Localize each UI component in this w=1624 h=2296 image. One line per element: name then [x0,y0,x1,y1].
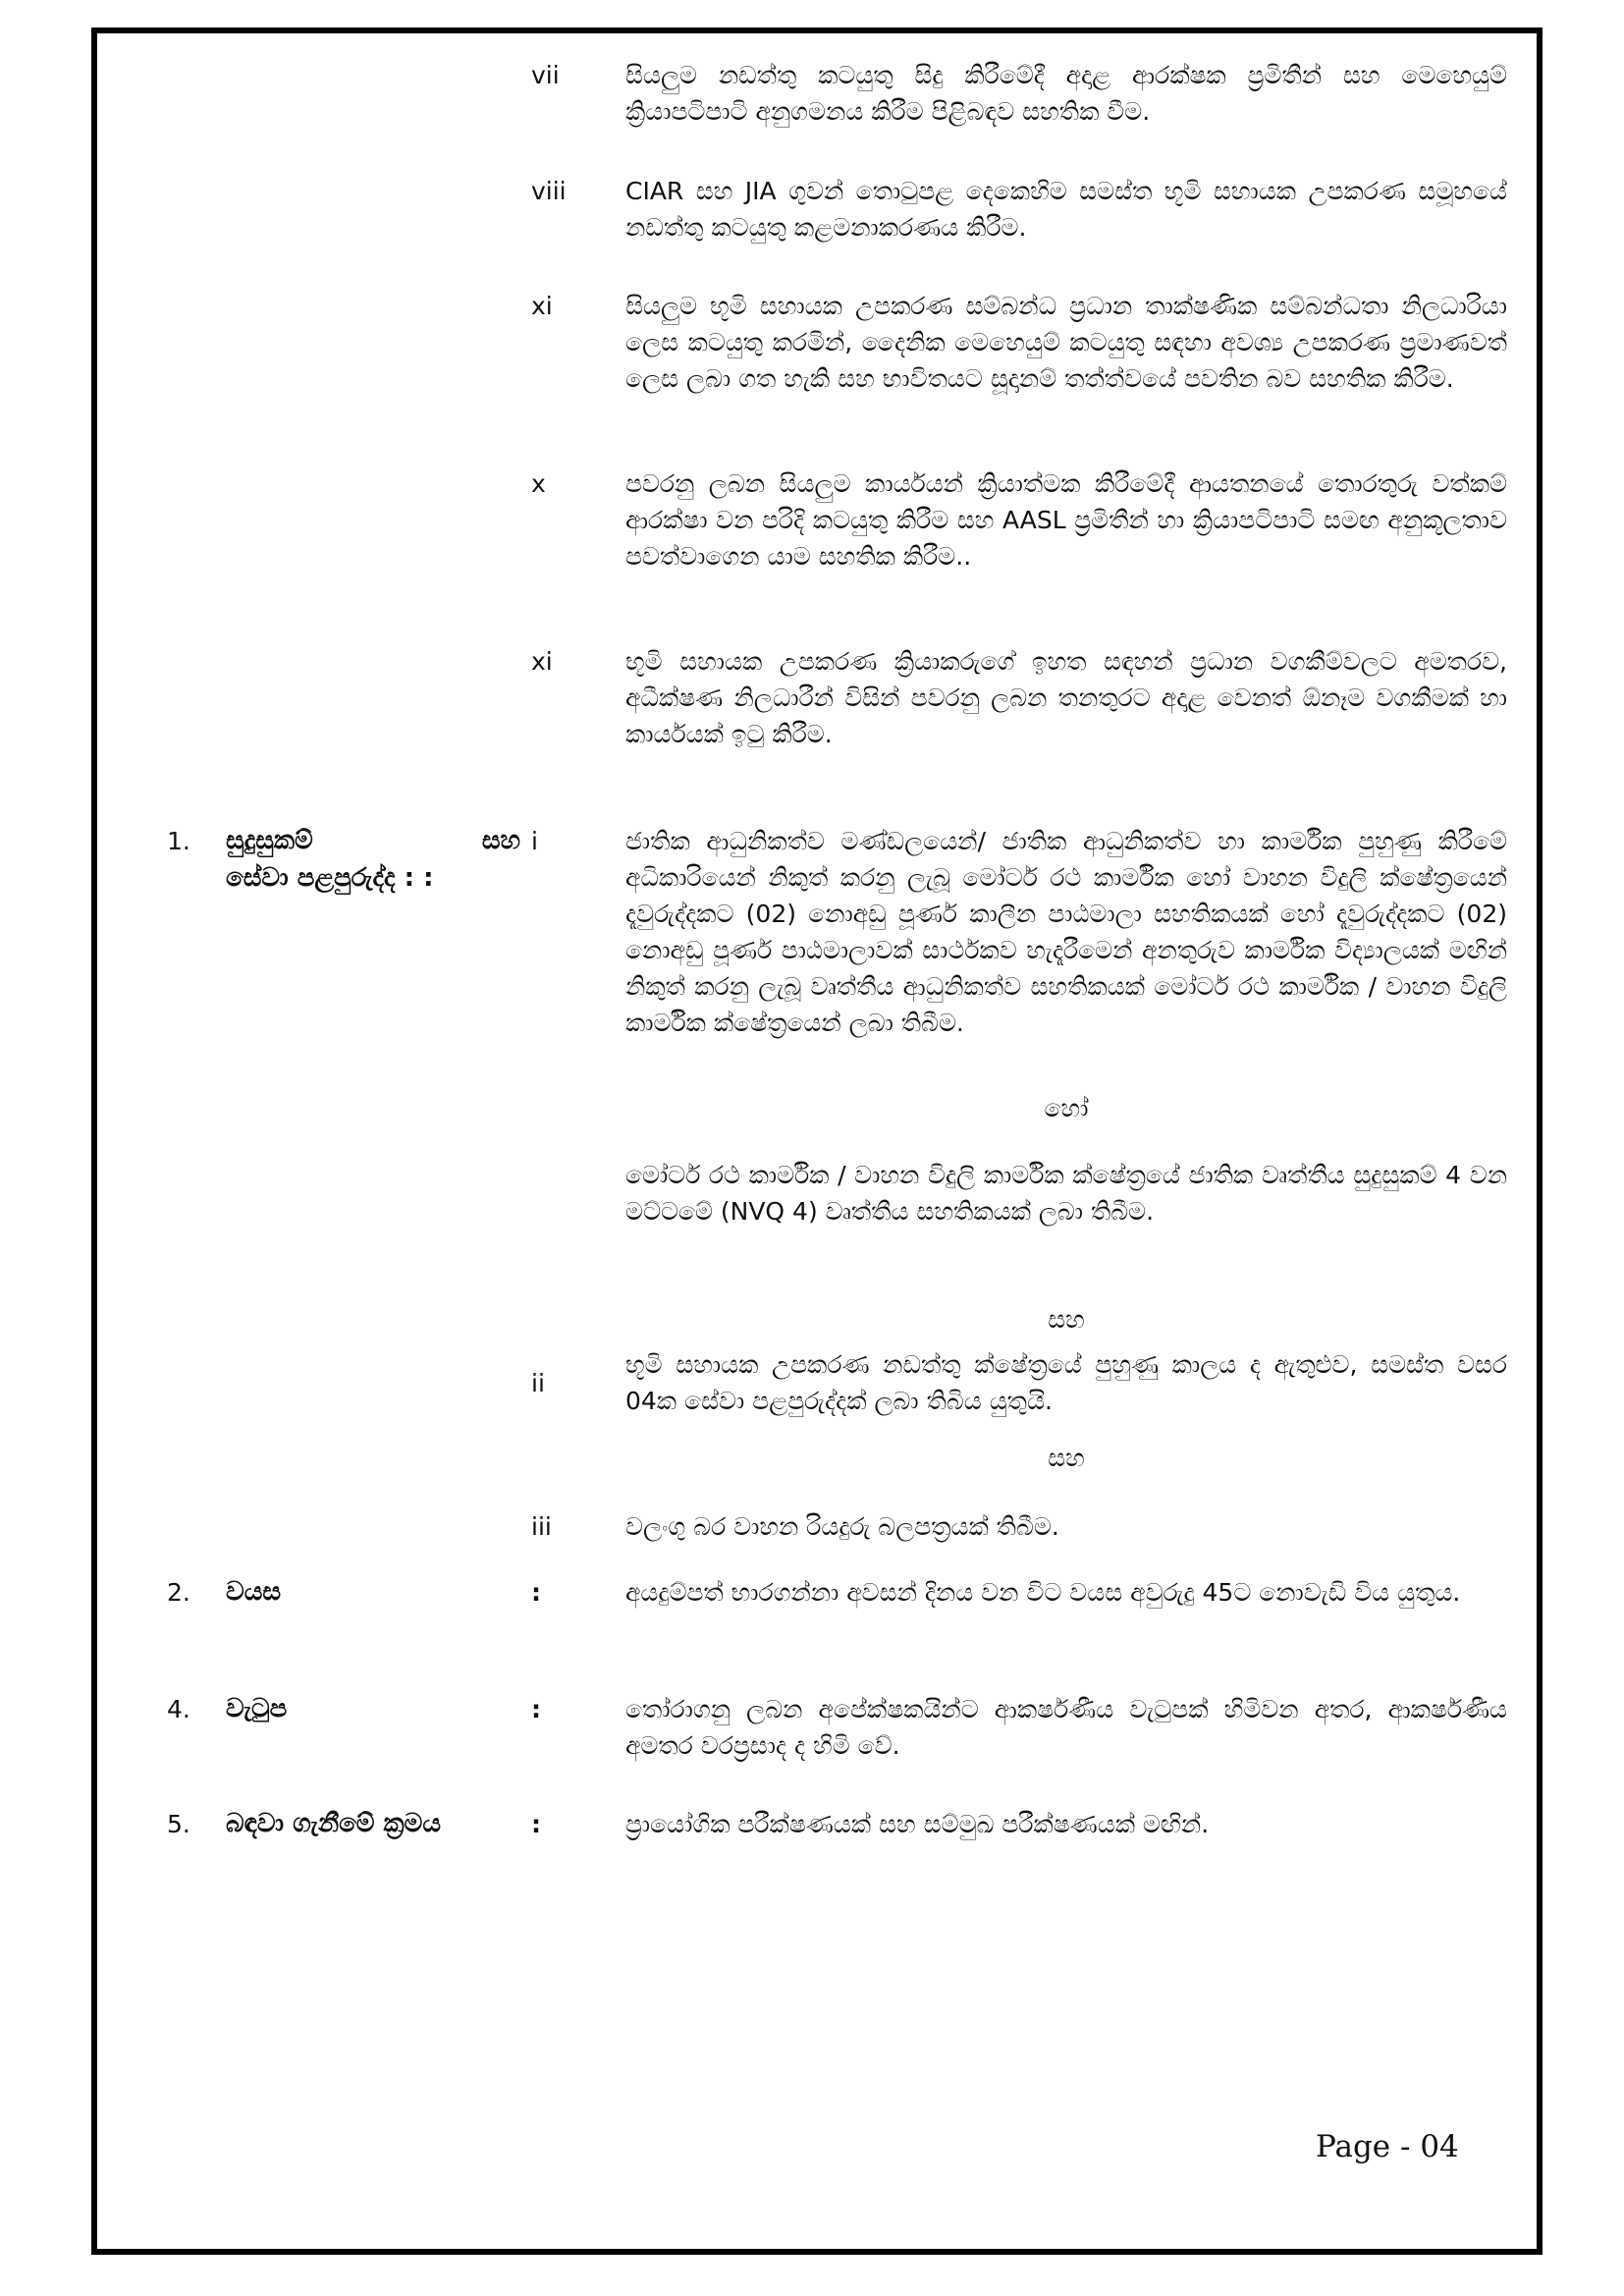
section-colon: : [531,1578,541,1607]
section-heading: වයස [226,1577,282,1607]
qualification-text: මෝටර් රථ කාර්මික / වාහන විදුලි කාර්මික ක්ෂේත්‍රයේ ජාතික වෘත්තීය සුදුසුකම් 4 වන මට්ටමේ (NVQ 4) වෘත්තීය සහතිකයක් ලබා තිබීම. [625,1161,1507,1226]
duty-text: භූමි සහායක උපකරණ ක්‍රියාකරුගේ ඉහත සඳහන් ප්‍රධාන වගකීම්වලට අමතරව, අධීක්ෂණ නිලධාරීන් විසින් පවරනු ලබන තනතුරට අදාළ වෙනත් ඕනෑම වගකීමක් හා කාර්යයක් ඉටු කිරීම. [625,647,1507,748]
duty-text: සියලුම නඩත්තු කටයුතු සිදු කිරීමේදී අදාළ ආරක්ෂක ප්‍රමිතීන් සහ මෙහෙයුම් ක්‍රියාපටිපාටි අනුගමනය කිරීම පිළිබඳව සහතික වීම. [625,61,1507,126]
section-heading: සුදුසුකම් සහ [226,826,520,855]
duty-number: vii [531,61,560,89]
qualification-number: ii [531,1369,545,1397]
section-number: 4. [167,1695,190,1723]
section-heading: සේවා පළපුරුද්ද : : [226,863,434,893]
duty-number: viii [531,177,567,205]
qualification-number: i [531,827,538,855]
duty-text: සියලුම භූමි සහායක උපකරණ සම්බන්ධ ප්‍රධාන තාක්ෂණික සම්බන්ධතා නිලධාරියා ලෙස කටයුතු කරමින්, දෛනික මෙහෙයුම් කටයුතු සඳහා අවශ්‍ය උපකරණ ප්‍රමාණවත් ලෙස ලබා ගත හැකි සහ භාවිතයට සූදානම් තත්ත්වයේ පවතින බව සහතික කිරීම. [625,292,1507,393]
duty-number: x [531,469,546,498]
qualification-text: වලංගු බර වාහන රියදුරු බලපත්‍රයක් තිබීම. [625,1512,1059,1541]
page-number: Page - 04 [1316,2129,1459,2164]
section-heading: වැටුප [226,1694,288,1723]
qualification-text: ජාතික ආධුනිකත්ව මණ්ඩලයෙන්/ ජාතික ආධුනිකත්ව හා කාර්මික පුහුණු කිරීමේ අධිකාරියෙන් නිකුත් කරනු ලැබූ මෝටර් රථ කාර්මික හෝ වාහන විදුලි ක්ෂේත්‍රයෙන් දෑවුරුද්දකට (02) නොඅඩු පූර්ණ කාලීන පාඨමාලා සහතිකයක් හෝ දෑවුරුද්දකට (02) නොඅඩු පූර්ණ පාඨමාලාවක් සාර්ථකව හැදෑරීමෙන් අනතුරුව කාර්මික විද්‍යාලයක් මඟින් නිකුත් කරනු ලැබූ වෘත්තීය ආධුනිකත්ව සහතිකයක් මෝටර් රථ කාර්මික / වාහන විදුලි කාර්මික ක්ෂේත්‍රයෙන් ලබා තිබීම. [625,827,1507,1037]
qualification-number: iii [531,1512,552,1541]
connector-and: සහ [1048,1305,1085,1334]
duty-text: CIAR සහ JIA ගුවන් තොටුපළ දෙකෙහිම සමස්ත භූමි සහායක උපකරණ සමූහයේ නඩත්තු කටයුතු කළමනාකරණය කිරීම. [625,177,1507,242]
section-colon: : [531,1695,541,1723]
section-number: 1. [167,827,190,855]
section-colon: : [531,1810,541,1838]
connector-or: හෝ [1044,1094,1089,1122]
duty-number: xi [531,292,553,320]
connector-and: සහ [1048,1444,1085,1472]
section-text: ප්‍රායෝගික පරීක්ෂණයක් සහ සම්මුඛ පරීක්ෂණයක් මඟින්. [625,1810,1210,1838]
section-number: 5. [167,1810,190,1838]
qualification-text: භූමි සහායක උපකරණ නඩත්තු ක්ෂේත්‍රයේ පුහුණු කාලය ද ඇතුළුව, සමස්ත වසර 04ක සේවා පළපුරුද්දක් ලබා තිබිය යුතුයි. [625,1350,1507,1415]
section-number: 2. [167,1578,190,1607]
section-text: අයදුම්පත් භාරගන්නා අවසන් දිනය වන විට වයස අවුරුදු 45ට නොවැඩි විය යුතුය. [625,1578,1461,1607]
section-text: තෝරාගනු ලබන අපේක්ෂකයින්ට ආකර්ෂණීය වැටුපක් හිමිවන අතර, ආකර්ෂණීය අමතර වරප්‍රසාද ද හිමි වේ. [625,1695,1507,1760]
section-heading: බඳවා ගැනීමේ ක්‍රමය [226,1809,442,1838]
duty-text: පවරනු ලබන සියලුම කාර්යයන් ක්‍රියාත්මක කිරීමේදී ආයතනයේ තොරතුරු වත්කම් ආරක්ෂා වන පරිදි කටයුතු කිරීම සහ AASL ප්‍රමිතීන් හා ක්‍රියාපටිපාටි සමඟ අනුකූලතාව පවත්වාගෙන යාම සහතික කිරීම.. [625,469,1507,571]
duty-number: xi [531,647,553,676]
